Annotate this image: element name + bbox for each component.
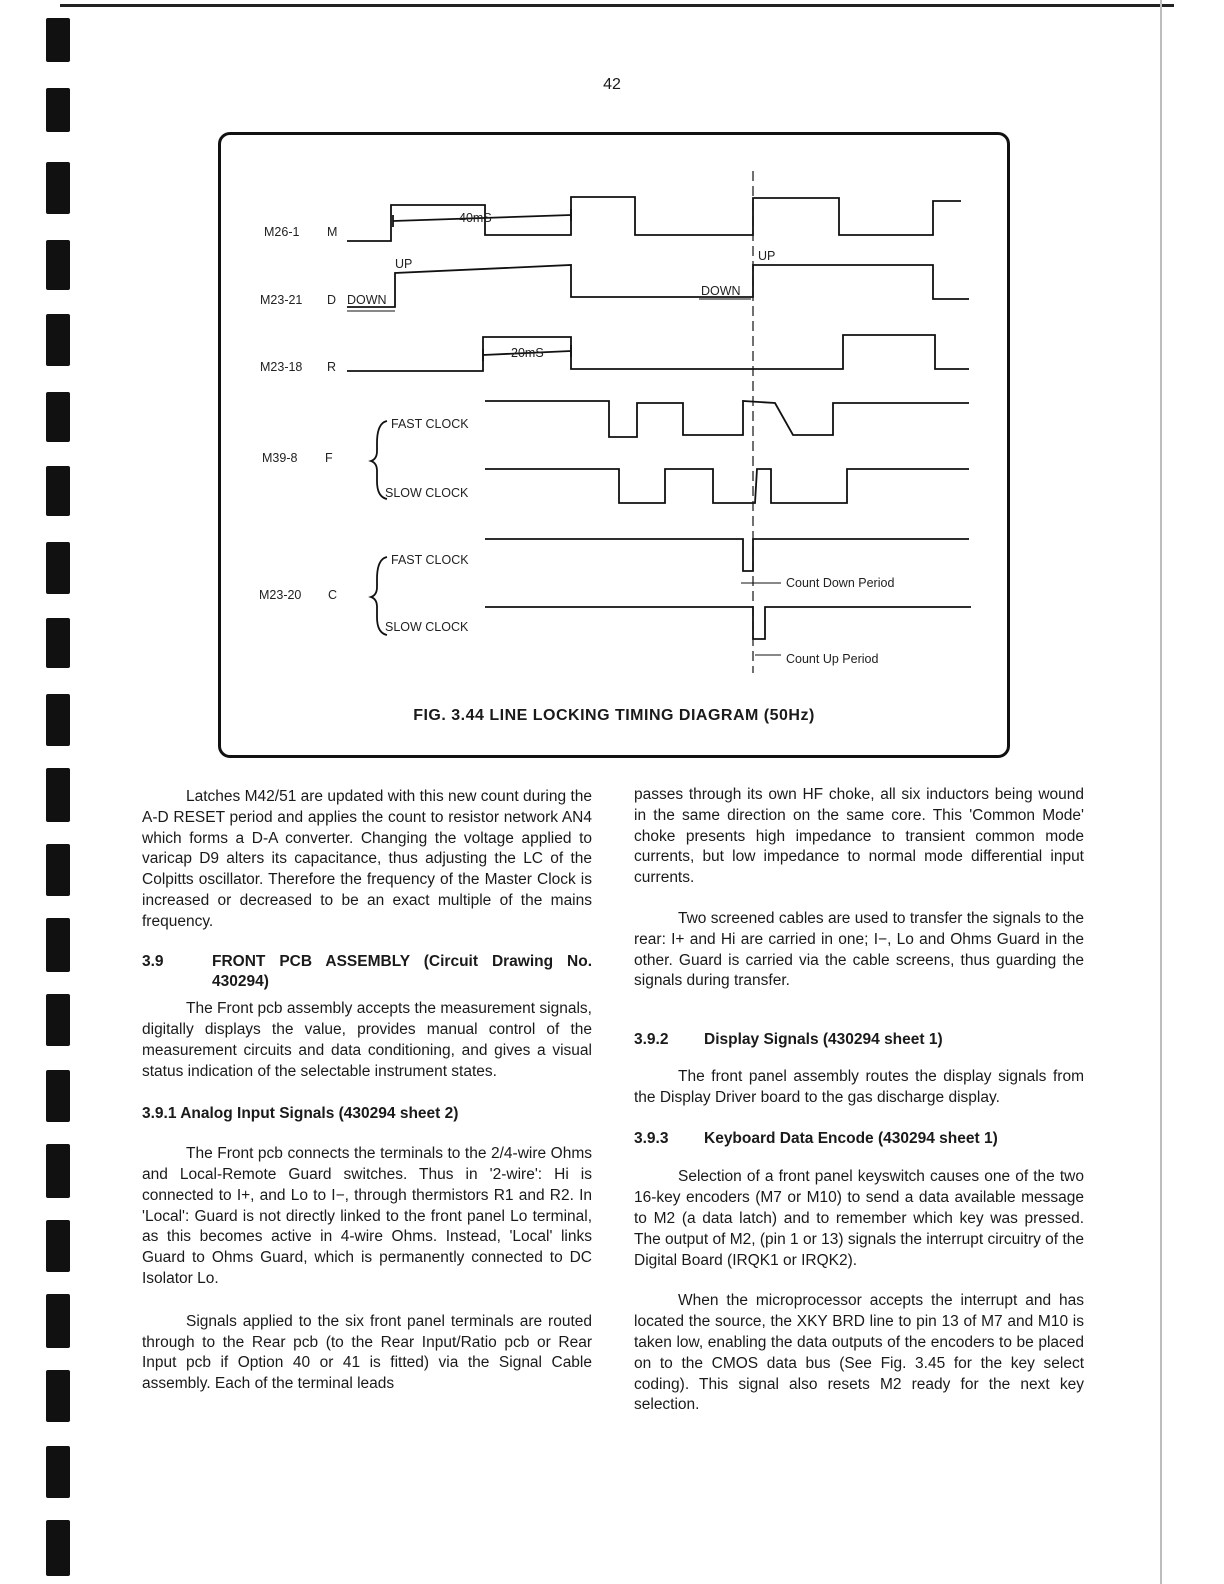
section-title-3-9: FRONT PCB ASSEMBLY (Circuit Drawing No. 430294)	[212, 952, 592, 991]
waveform-c-fast	[485, 539, 969, 571]
label-40ms: 40mS	[459, 211, 492, 225]
section-title-3-9-2: Display Signals (430294 sheet 1)	[704, 1031, 943, 1049]
right-paragraph-1: passes through its own HF choke, all six inductors being wound in the same direction on the same core. This 'Common Mode' choke presents high impedance to transient common mode currents, but low impedance to normal mode differential input currents.	[634, 786, 1084, 887]
section-title-3-9-3: Keyboard Data Encode (430294 sheet 1)	[704, 1129, 998, 1147]
timing-diagram-svg	[3, 3, 1224, 903]
right-column	[634, 785, 1084, 1416]
label-slow-clock-2: SLOW CLOCK	[385, 620, 469, 634]
left-paragraph-4: Signals applied to the six front panel terminals are routed through to the Rear pcb (to the Rear Input/Ratio pcb or Rear Input pcb if Option 40 or 41 is fitted) via the Signal Cable assembly. Each of the terminal leads	[142, 1312, 592, 1393]
label-count-up: Count Up Period	[786, 652, 879, 666]
section-heading-3-9	[142, 952, 592, 994]
label-m26-1: M26-1	[264, 225, 300, 239]
label-m23-21: M23-21	[260, 293, 303, 307]
section-heading-3-9-2	[634, 1030, 1084, 1051]
section-number-3-9-2: 3.9.2	[634, 1031, 669, 1049]
label-code-c: C	[328, 588, 338, 602]
waveform-r	[347, 335, 969, 371]
timing-diagram	[218, 132, 1010, 758]
page-number: 42	[603, 76, 621, 93]
left-paragraph-2: The Front pcb assembly accepts the measurement signals, digitally displays the value, provides manual control of the measurement circuits and data conditioning, and gives a visual status indication of the selectable instrument states.	[142, 1000, 592, 1080]
label-slow-clock-1: SLOW CLOCK	[385, 486, 469, 500]
left-paragraph-3: The Front pcb connects the terminals to the 2/4-wire Ohms and Local-Remote Guard switches. Thus in '2-wire': Hi is connected to I+, and Lo to I−, through thermistors R1 and R2. In 'Local': Guard is not directly linked to the front panel Lo terminal, as this becomes active in 4-wire Ohms. Instead, 'Local' links Guard to Ohms Guard, which is permanently connected to DC Isolator Lo.	[142, 1145, 592, 1287]
left-column	[142, 787, 592, 1395]
label-count-down: Count Down Period	[786, 576, 895, 590]
right-paragraph-5: When the microprocessor accepts the interrupt and has located the source, the XKY BRD line to pin 13 of M7 and M10 is taken low, enabling the data outputs of the encoders to be placed on to the CMOS data bus (See Fig. 3.45 for the key select coding). This signal also resets M2 ready for the next key selection.	[634, 1292, 1084, 1414]
label-code-r: R	[327, 360, 337, 374]
right-paragraph-3: The front panel assembly routes the display signals from the Display Driver board to the gas discharge display.	[634, 1067, 1084, 1106]
label-m23-18: M23-18	[260, 360, 303, 374]
waveform-d	[347, 265, 969, 307]
label-code-d: D	[327, 293, 337, 307]
section-number-3-9: 3.9	[142, 952, 164, 970]
label-down-1: DOWN	[347, 293, 387, 307]
label-up-1: UP	[395, 257, 413, 271]
label-m23-20: M23-20	[259, 588, 302, 602]
label-20ms: 20mS	[511, 346, 544, 360]
figure-caption: FIG. 3.44 LINE LOCKING TIMING DIAGRAM (50Hz)	[413, 707, 815, 724]
waveform-c-slow	[485, 607, 971, 639]
left-paragraph-1: Latches M42/51 are updated with this new count during the A-D RESET period and applies the count to resistor network AN4 which forms a D-A converter. Changing the voltage applied to varicap D9 alters its capacitance, thus adjusting the LC of the Colpitts oscillator. Therefore the frequency of the Master Clock is increased or decreased to be an exact multiple of the mains frequency.	[142, 788, 592, 930]
right-paragraph-2: Two screened cables are used to transfer the signals to the rear: I+ and Hi are carried in one; I−, Lo and Ohms Guard in the other. Guard is carried via the cable screens, thus guarding the signals during transfer.	[634, 909, 1084, 990]
label-code-m: M	[327, 225, 338, 239]
right-paragraph-4: Selection of a front panel keyswitch causes one of the two 16-key encoders (M7 or M10) to send a data available message to M2 (a data latch) and to remember which key was pressed. The output of M2, (pin 1 or 13) signals the interrupt circuitry of the Digital Board (IRQK1 or IRQK2).	[634, 1168, 1084, 1269]
label-m39-8: M39-8	[262, 451, 298, 465]
label-up-2: UP	[758, 249, 776, 263]
section-heading-3-9-3	[634, 1129, 1084, 1150]
section-heading-3-9-1: 3.9.1 Analog Input Signals (430294 sheet 2)	[142, 1105, 459, 1123]
label-fast-clock-2: FAST CLOCK	[391, 553, 469, 567]
waveform-f-fast	[485, 401, 969, 437]
waveform-f-slow	[485, 469, 969, 503]
label-fast-clock-1: FAST CLOCK	[391, 417, 469, 431]
label-code-f: F	[325, 451, 333, 465]
label-down-2: DOWN	[701, 284, 741, 298]
section-number-3-9-3: 3.9.3	[634, 1129, 669, 1147]
